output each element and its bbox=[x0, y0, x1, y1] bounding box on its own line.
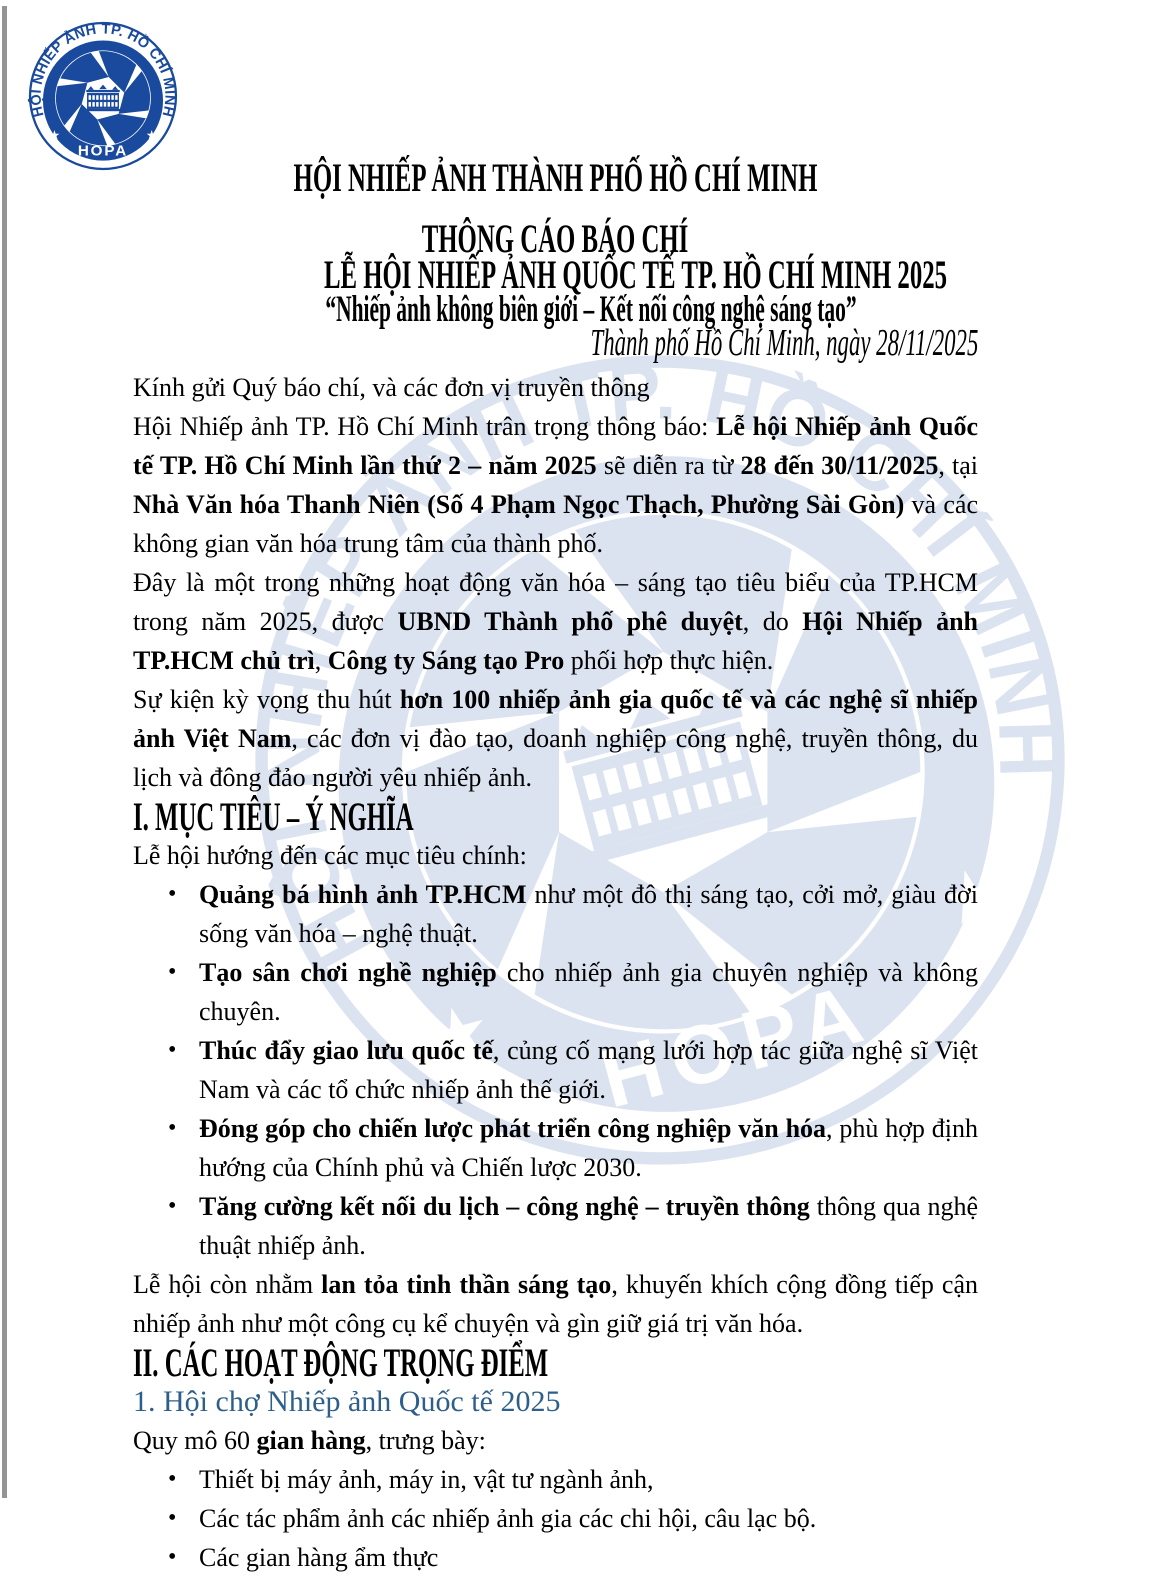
title-block bbox=[133, 216, 978, 364]
paragraph: Sự kiện kỳ vọng thu hút hơn 100 nhiếp ảnh gia quốc tế và các nghệ sĩ nhiếp ảnh Việt Nam, các đơn vị đào tạo, doanh nghiệp công nghệ, truyền thông, du lịch và đông đảo người yêu nhiếp ảnh. bbox=[133, 685, 979, 792]
paragraph: Lễ hội hướng đến các mục tiêu chính: bbox=[133, 841, 527, 870]
paragraph: Kính gửi Quý báo chí, và các đơn vị truyền thông bbox=[133, 373, 650, 402]
document-body bbox=[133, 368, 978, 1577]
page-edge-strip bbox=[2, 6, 7, 1498]
organization-header: HỘI NHIẾP ẢNH THÀNH PHỐ HỒ CHÍ MINH bbox=[293, 155, 818, 200]
paragraph: Đây là một trong những hoạt động văn hóa – sáng tạo tiêu biểu của TP.HCM trong năm 2025, được UBND Thành phố phê duyệt, do Hội Nhiếp ảnh TP.HCM chủ trì, Công ty Sáng tạo Pro phối hợp thực hiện. bbox=[133, 568, 978, 675]
bullet-icon: • bbox=[168, 959, 177, 985]
bullet-icon: • bbox=[168, 881, 177, 907]
bullet-icon: • bbox=[168, 1193, 177, 1219]
bullet-item: • Tạo sân chơi nghề nghiệp cho nhiếp ảnh gia chuyên nghiệp và không chuyên. bbox=[133, 953, 978, 1031]
document-title: THÔNG CÁO BÁO CHÍ bbox=[422, 216, 689, 261]
bullet-item: • Đóng góp cho chiến lược phát triển công nghiệp văn hóa, phù hợp định hướng của Chính phủ và Chiến lược 2030. bbox=[133, 1109, 978, 1187]
paragraph: Hội Nhiếp ảnh TP. Hồ Chí Minh trân trọng thông báo: Lễ hội Nhiếp ảnh Quốc tế TP. Hồ Chí Minh lần thứ 2 – năm 2025 sẽ diễn ra từ 28 đến 30/11/2025, tại Nhà Văn hóa Thanh Niên (Số 4 Phạm Ngọc Thạch, Phường Sài Gòn) và các không gian văn hóa trung tâm của thành phố. bbox=[133, 412, 979, 558]
bullet-item: • Tăng cường kết nối du lịch – công nghệ – truyền thông thông qua nghệ thuật nhiếp ảnh. bbox=[133, 1187, 978, 1265]
bullet-item: • Quảng bá hình ảnh TP.HCM như một đô thị sáng tạo, cởi mở, giàu đời sống văn hóa – nghệ thuật. bbox=[133, 875, 978, 953]
bullet-item: • Thúc đẩy giao lưu quốc tế, củng cố mạng lưới hợp tác giữa nghệ sĩ Việt Nam và các tổ chức nhiếp ảnh thế giới. bbox=[133, 1031, 978, 1109]
hopa-logo bbox=[27, 20, 179, 172]
event-slogan: “Nhiếp ảnh không biên giới – Kết nối công nghệ sáng tạo” bbox=[325, 289, 857, 330]
subsection-heading: 1. Hội chợ Nhiếp ảnh Quốc tế 2025 bbox=[133, 1385, 561, 1418]
dateline: Thành phố Hồ Chí Minh, ngày 28/11/2025 bbox=[590, 322, 978, 364]
paragraph: Lễ hội còn nhằm lan tỏa tinh thần sáng tạo, khuyến khích cộng đồng tiếp cận nhiếp ảnh như một công cụ kể chuyện và gìn giữ giá trị văn hóa. bbox=[133, 1270, 978, 1338]
bullet-icon: • bbox=[168, 1037, 177, 1063]
bullet-icon: • bbox=[168, 1544, 177, 1570]
bullet-icon: • bbox=[168, 1505, 177, 1531]
section-heading: I. MỤC TIÊU – Ý NGHĨA bbox=[133, 794, 414, 839]
bullet-icon: • bbox=[168, 1115, 177, 1141]
bullet-item: • Thiết bị máy ảnh, máy in, vật tư ngành ảnh, bbox=[133, 1460, 978, 1499]
paragraph: Quy mô 60 gian hàng, trưng bày: bbox=[133, 1426, 486, 1455]
bullet-item: • Các tác phẩm ảnh các nhiếp ảnh gia các chi hội, câu lạc bộ. bbox=[133, 1499, 978, 1538]
bullet-item: • Các gian hàng ẩm thực bbox=[133, 1538, 978, 1577]
bullet-icon: • bbox=[168, 1466, 177, 1492]
event-title: LỄ HỘI NHIẾP ẢNH QUỐC TẾ TP. HỒ CHÍ MINH 2025 bbox=[323, 252, 948, 297]
section-heading: II. CÁC HOẠT ĐỘNG TRỌNG ĐIỂM bbox=[133, 1340, 549, 1385]
